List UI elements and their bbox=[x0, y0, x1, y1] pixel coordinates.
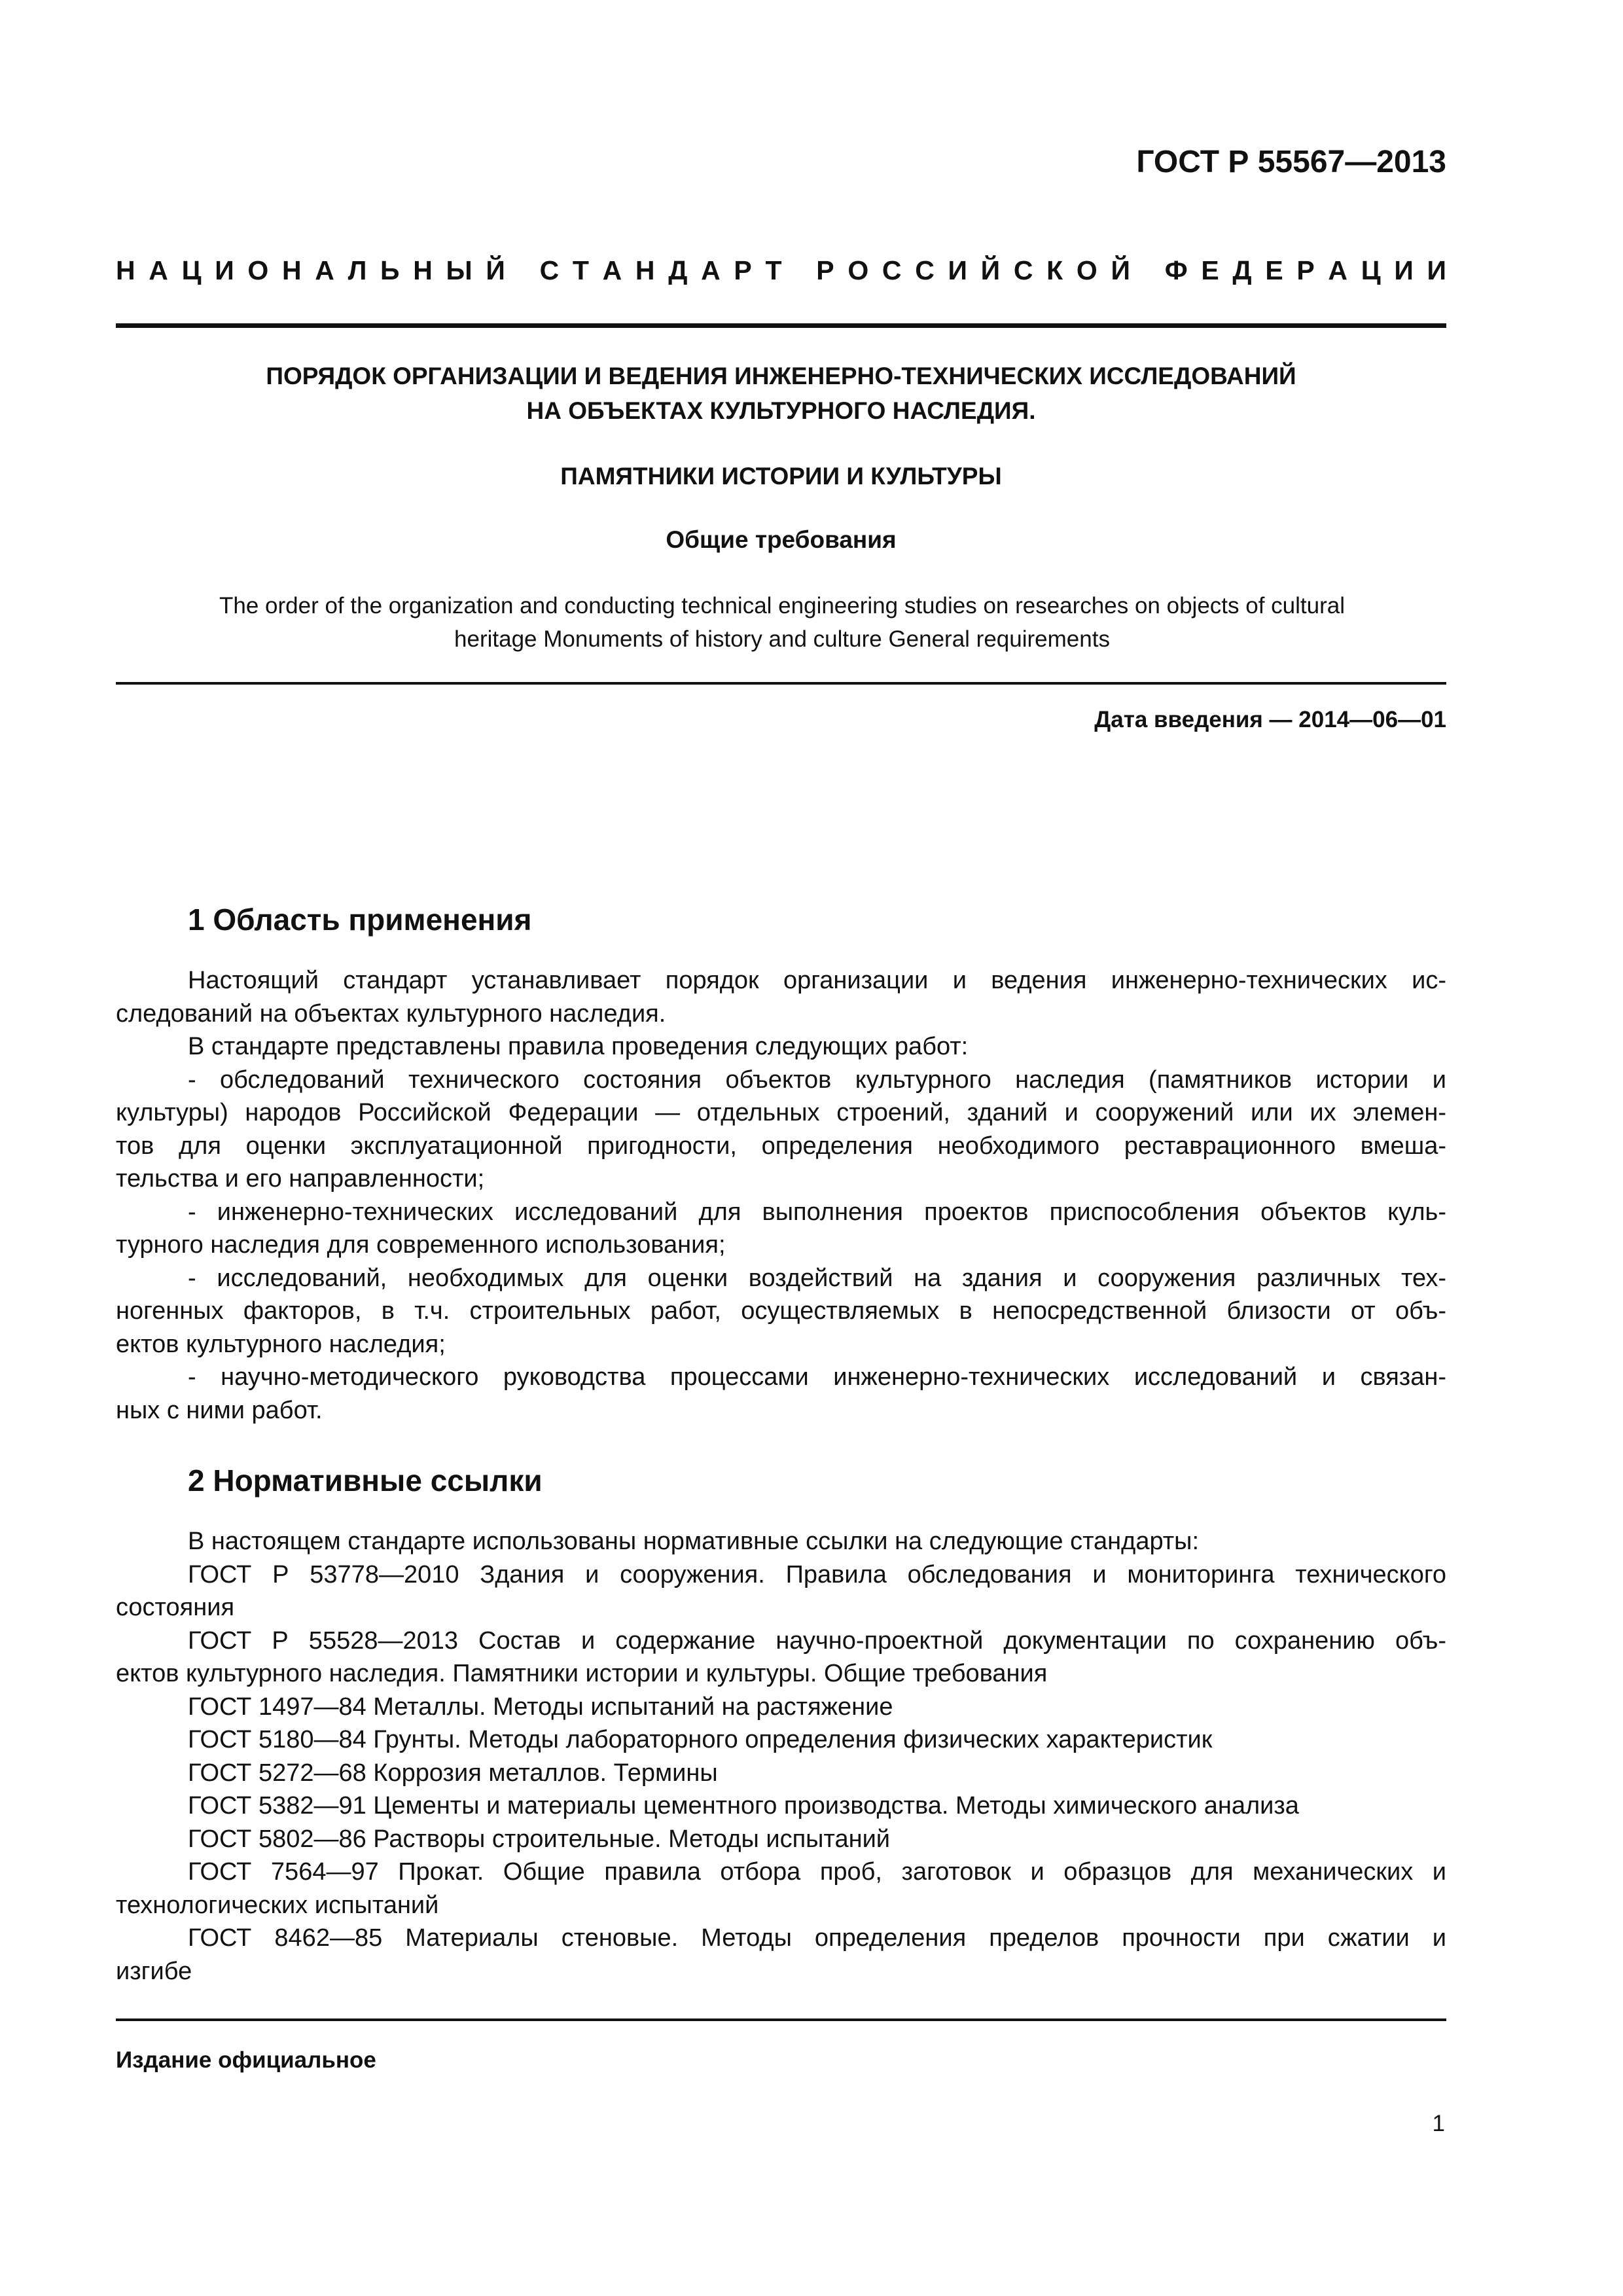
banner-letter: Е bbox=[1265, 255, 1283, 285]
banner-letter: Й bbox=[486, 255, 505, 285]
document-subtitle: ПАМЯТНИКИ ИСТОРИИ И КУЛЬТУРЫ bbox=[560, 463, 1002, 490]
document-title bbox=[116, 359, 1446, 428]
text-line: культуры) народов Российской Федерации — отдельных строений, зданий и сооружений или их элемен- bbox=[116, 1099, 1446, 1126]
reference-line: ГОСТ 5802—86 Растворы строительные. Методы испытаний bbox=[188, 1825, 891, 1853]
banner-letter: Р bbox=[1296, 255, 1315, 285]
banner-letter bbox=[1144, 255, 1151, 286]
banner-letter: К bbox=[1046, 255, 1063, 285]
banner-letter: И bbox=[215, 255, 234, 285]
text-line: турного наследия для современного использования; bbox=[116, 1231, 726, 1259]
banner-letter: А bbox=[701, 255, 721, 285]
banner-letter: Н bbox=[413, 255, 433, 285]
banner-letter: Ы bbox=[446, 255, 473, 285]
english-title-line-1: The order of the organization and conducting technical engineering studies on researches on objects of cultural bbox=[219, 593, 1345, 619]
text-line: - инженерно-технических исследований для выполнения проектов приспособления объектов куль- bbox=[188, 1198, 1446, 1226]
footer-divider bbox=[116, 2018, 1446, 2021]
banner-letter: Й bbox=[980, 255, 1001, 285]
banner-letter: Й bbox=[1111, 255, 1130, 285]
text-line: следований на объектах культурного наследия. bbox=[116, 999, 666, 1028]
text-line: - научно-методического руководства процессами инженерно-технических исследований и связан- bbox=[188, 1363, 1446, 1391]
banner-letter: Д bbox=[1232, 255, 1252, 285]
banner-letter: Н bbox=[116, 255, 135, 285]
banner-letter: Е bbox=[1201, 255, 1219, 285]
banner-letter: Ц bbox=[181, 255, 202, 285]
banner-letter: О bbox=[1076, 255, 1097, 285]
banner-letter bbox=[518, 255, 526, 286]
title-line-1: ПОРЯДОК ОРГАНИЗАЦИИ И ВЕДЕНИЯ ИНЖЕНЕРНО-ТЕХНИЧЕСКИХ ИССЛЕДОВАНИЙ bbox=[266, 363, 1296, 389]
document-code: ГОСТ Р 55567—2013 bbox=[1136, 145, 1446, 179]
banner-letter: Т bbox=[572, 255, 589, 285]
banner-letter: С bbox=[915, 255, 935, 285]
section-2-heading: 2 Нормативные ссылки bbox=[188, 1463, 543, 1498]
reference-line: изгибе bbox=[116, 1957, 192, 1985]
edition-label: Издание официальное bbox=[116, 2047, 376, 2073]
banner-letter: Н bbox=[635, 255, 655, 285]
text-line: ных с ними работ. bbox=[116, 1396, 323, 1424]
section-1-heading: 1 Область применения bbox=[188, 903, 532, 937]
banner-letter: Д bbox=[668, 255, 688, 285]
page-number: 1 bbox=[1432, 2111, 1445, 2136]
text-line: тов для оценки эксплуатационной пригодности, определения необходимого реставрационного вмеша- bbox=[116, 1132, 1446, 1160]
reference-line: ГОСТ 1497—84 Металлы. Методы испытаний на растяжение bbox=[188, 1693, 893, 1721]
reference-line: состояния bbox=[116, 1594, 235, 1621]
text-line: - исследований, необходимых для оценки воздействий на здания и сооружения различных тех- bbox=[188, 1264, 1446, 1292]
banner-letter: Р bbox=[734, 255, 752, 285]
text-line: - обследований технического состояния объектов культурного наследия (памятников истории и bbox=[188, 1066, 1446, 1094]
text-line: В стандарте представлены правила проведения следующих работ: bbox=[188, 1033, 969, 1060]
text-line: тельства и его направленности; bbox=[116, 1165, 485, 1193]
banner-letter: Ц bbox=[1361, 255, 1381, 285]
banner-letter: Ф bbox=[1164, 255, 1188, 285]
banner-letter: Ь bbox=[380, 255, 400, 285]
banner-letter: Л bbox=[348, 255, 367, 285]
banner-letter: Т bbox=[765, 255, 782, 285]
banner-letter: И bbox=[1394, 255, 1414, 285]
banner-letter: А bbox=[149, 255, 168, 285]
banner-letter: А bbox=[602, 255, 622, 285]
banner-letter: И bbox=[948, 255, 967, 285]
banner-letter: Н bbox=[281, 255, 302, 285]
text-line: ногенных факторов, в т.ч. строительных работ, осуществляемых в непосредственной близости от объ- bbox=[116, 1297, 1446, 1325]
reference-line: ГОСТ 7564—97 Прокат. Общие правила отбора проб, заготовок и образцов для механических и bbox=[188, 1858, 1446, 1886]
banner-letter: О bbox=[847, 255, 869, 285]
english-title bbox=[151, 589, 1414, 656]
banner-letter: О bbox=[247, 255, 269, 285]
reference-line: ГОСТ 5180—84 Грунты. Методы лабораторного определения физических характеристик bbox=[188, 1726, 1213, 1753]
reference-line: ГОСТ 8462—85 Материалы стеновые. Методы определения пределов прочности при сжатии и bbox=[188, 1924, 1446, 1952]
reference-line: ектов культурного наследия. Памятники истории и культуры. Общие требования bbox=[116, 1660, 1048, 1687]
standard-banner bbox=[116, 255, 1446, 286]
reference-line: ГОСТ 5272—68 Коррозия металлов. Термины bbox=[188, 1759, 718, 1787]
banner-letter: И bbox=[1427, 255, 1446, 285]
title-divider bbox=[116, 682, 1446, 685]
english-title-line-2: heritage Monuments of history and culture General requirements bbox=[454, 626, 1110, 652]
reference-line: технологических испытаний bbox=[116, 1891, 439, 1919]
reference-line: ГОСТ Р 53778—2010 Здания и сооружения. Правила обследования и мониторинга технического bbox=[188, 1560, 1446, 1588]
section-1-body bbox=[116, 964, 1446, 1427]
banner-letter: Р bbox=[816, 255, 834, 285]
banner-letter: С bbox=[539, 255, 560, 285]
introduction-date: Дата введения — 2014—06—01 bbox=[1094, 707, 1446, 732]
banner-letter: А bbox=[1328, 255, 1348, 285]
text-line: В настоящем стандарте использованы нормативные ссылки на следующие стандарты: bbox=[188, 1528, 1200, 1555]
reference-line: ГОСТ Р 55528—2013 Состав и содержание научно-проектной документации по сохранению объ- bbox=[188, 1626, 1446, 1655]
document-subtitle-requirements: Общие требования bbox=[666, 526, 897, 553]
header-divider bbox=[116, 323, 1446, 328]
banner-letter: С bbox=[882, 255, 902, 285]
text-line: Настоящий стандарт устанавливает порядок организации и ведения инженерно-технических ис- bbox=[188, 967, 1446, 994]
banner-letter: С bbox=[1013, 255, 1033, 285]
title-line-2: НА ОБЪЕКТАХ КУЛЬТУРНОГО НАСЛЕДИЯ. bbox=[526, 397, 1036, 424]
banner-letter: А bbox=[315, 255, 334, 285]
text-line: ектов культурного наследия; bbox=[116, 1330, 446, 1358]
section-2-body bbox=[116, 1525, 1446, 1988]
banner-letter bbox=[795, 255, 802, 286]
reference-line: ГОСТ 5382—91 Цементы и материалы цементного производства. Методы химического анализа bbox=[188, 1792, 1299, 1820]
